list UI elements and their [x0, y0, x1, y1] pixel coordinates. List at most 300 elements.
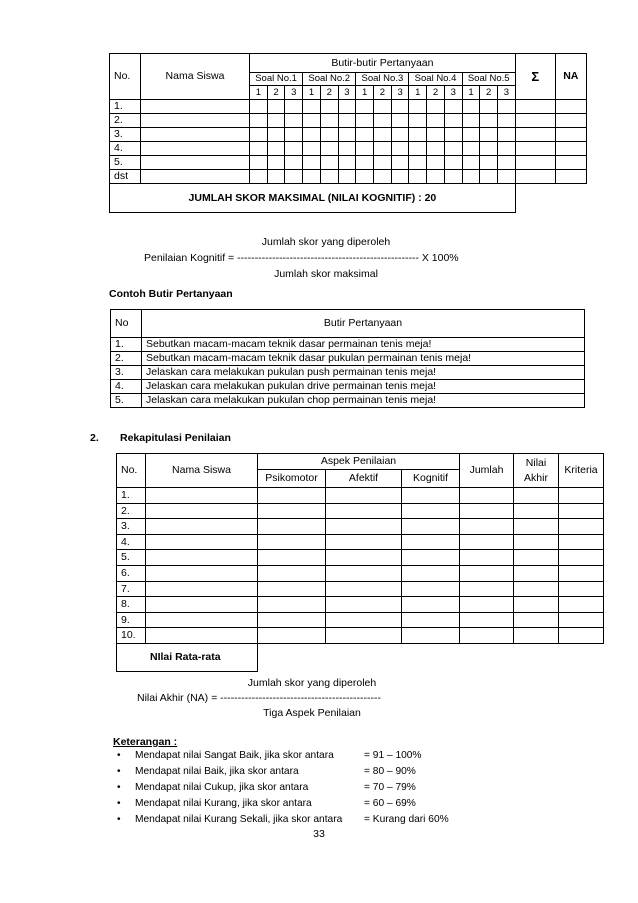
table1-row: [110, 100, 587, 114]
table1-cell: [267, 156, 285, 170]
table1-cell: [356, 142, 374, 156]
table1-cell: [427, 128, 445, 142]
contoh-row-no: 1.: [111, 338, 142, 352]
table1-cell: [444, 114, 462, 128]
table1-cell: [250, 142, 268, 156]
table1-cell: [356, 100, 374, 114]
table1-cell: [356, 128, 374, 142]
table1-cell: [267, 142, 285, 156]
rekap-cell: [460, 488, 514, 504]
table1-cell: [462, 142, 480, 156]
rekap-header-kriteria: Kriteria: [559, 454, 604, 488]
table1-cell: [515, 128, 555, 142]
keterangan-item: [117, 750, 457, 766]
rekap-header-nama: Nama Siswa: [146, 454, 258, 488]
rekap-cell: [559, 488, 604, 504]
contoh-row-no: 5.: [111, 394, 142, 408]
table1-cell: [480, 100, 498, 114]
sub-1: 1: [409, 86, 427, 100]
rekap-row: [117, 581, 604, 597]
formula2-line: Nilai Akhir (NA) = ----------------------------------------------: [137, 692, 381, 704]
table1-row-no: 3.: [110, 128, 141, 142]
table1-cell: [555, 100, 586, 114]
rekap-cell: [402, 488, 460, 504]
table1-row: [110, 142, 587, 156]
table1-cell: [444, 170, 462, 184]
keterangan-item: [117, 766, 457, 782]
table1-cell: [303, 142, 321, 156]
rekap-cell: [460, 628, 514, 644]
table1-cell: [427, 114, 445, 128]
rekap-cell: [402, 550, 460, 566]
table1-cell: [462, 156, 480, 170]
rekap-cell: [146, 628, 258, 644]
table1-cell: [480, 128, 498, 142]
rekap-cell: [460, 550, 514, 566]
table1-cell: [555, 142, 586, 156]
table1-cell: [391, 100, 409, 114]
rekap-cell: [326, 612, 402, 628]
table1-cell: [555, 156, 586, 170]
table1-cell: [356, 170, 374, 184]
contoh-row-text: Sebutkan macam-macam teknik dasar permainan tenis meja!: [142, 338, 585, 352]
rekap-cell: [258, 534, 326, 550]
table1-row: [110, 156, 587, 170]
rekap-header-no: No.: [117, 454, 146, 488]
rekap-cell: [402, 519, 460, 535]
rekap-cell: [326, 565, 402, 581]
table1-row: [110, 114, 587, 128]
keterangan-item: [117, 782, 457, 798]
table1-cell: [338, 100, 356, 114]
table1-row: [110, 170, 587, 184]
rekap-row-no: 4.: [117, 534, 146, 550]
rekap-cell: [460, 519, 514, 535]
table1-cell: [320, 142, 338, 156]
table1-cell: [391, 128, 409, 142]
rekap-cell: [258, 488, 326, 504]
table1-cell: [498, 100, 516, 114]
table1-cell: [480, 114, 498, 128]
rekap-row: [117, 519, 604, 535]
rekap-cell: [514, 597, 559, 613]
rekap-cell: [460, 597, 514, 613]
table1-cell: [515, 170, 555, 184]
keterangan-item-text: Mendapat nilai Baik, jika skor antara: [135, 766, 299, 777]
table1-cell: [409, 100, 427, 114]
table1-footer-jumlah-skor: JUMLAH SKOR MAKSIMAL (NILAI KOGNITIF) : 20: [110, 184, 516, 213]
table1-cell: [338, 156, 356, 170]
contoh-row: [111, 380, 585, 394]
rekap-cell: [514, 550, 559, 566]
bullet-icon: •: [117, 814, 121, 825]
rekap-row-no: 5.: [117, 550, 146, 566]
table1-cell: [141, 142, 250, 156]
table1-row-no: 2.: [110, 114, 141, 128]
bullet-icon: •: [117, 766, 121, 777]
table1-cell: [427, 170, 445, 184]
table1-cell: [427, 156, 445, 170]
table1-row: [110, 128, 587, 142]
table1-cell: [267, 100, 285, 114]
rekap-cell: [514, 488, 559, 504]
rekap-cell: [258, 519, 326, 535]
rekap-cell: [326, 503, 402, 519]
bullet-icon: •: [117, 750, 121, 761]
sub-3: 3: [285, 86, 303, 100]
rekap-cell: [146, 565, 258, 581]
rekap-cell: [146, 581, 258, 597]
table1-cell: [141, 128, 250, 142]
rekap-cell: [559, 534, 604, 550]
table1-cell: [356, 114, 374, 128]
bullet-icon: •: [117, 798, 121, 809]
rekap-cell: [460, 612, 514, 628]
rekap-cell: [559, 612, 604, 628]
table1-cell: [391, 142, 409, 156]
rekap-header-nilai-akhir: [514, 454, 559, 488]
keterangan-item-range: = 80 – 90%: [364, 766, 416, 777]
rekap-cell: [559, 581, 604, 597]
rekap-cell: [146, 519, 258, 535]
table1-cell: [250, 100, 268, 114]
contoh-row-text: Jelaskan cara melakukan pukulan chop permainan tenis meja!: [142, 394, 585, 408]
table1-cell: [498, 170, 516, 184]
contoh-row-text: Jelaskan cara melakukan pukulan drive permainan tenis meja!: [142, 380, 585, 394]
rekap-header-jumlah: Jumlah: [460, 454, 514, 488]
table1-cell: [338, 170, 356, 184]
table1-cell: [409, 114, 427, 128]
table1-cell: [250, 170, 268, 184]
contoh-header-butir: Butir Pertanyaan: [142, 310, 585, 338]
table1-cell: [391, 114, 409, 128]
table1-cell: [555, 128, 586, 142]
rekap-row-no: 6.: [117, 565, 146, 581]
table1-cell: [391, 170, 409, 184]
rekap-row: [117, 597, 604, 613]
keterangan-item-range: = 91 – 100%: [364, 750, 422, 761]
table1-cell: [338, 128, 356, 142]
keterangan-title: Keterangan :: [113, 736, 178, 748]
rekap-cell: [559, 565, 604, 581]
rekap-cell: [146, 534, 258, 550]
table1-cell: [250, 114, 268, 128]
contoh-row-no: 2.: [111, 352, 142, 366]
table1-cell: [374, 114, 392, 128]
table1-row-no: 5.: [110, 156, 141, 170]
table1-cell: [285, 170, 303, 184]
rekap-cell: [258, 581, 326, 597]
rekap-cell: [402, 628, 460, 644]
rekap-cell: [460, 565, 514, 581]
table1-cell: [444, 128, 462, 142]
rekap-cell: [514, 565, 559, 581]
rekap-cell: [514, 519, 559, 535]
rekap-footer-rata-rata: NIlai Rata-rata: [117, 643, 258, 671]
keterangan-item-text: Mendapat nilai Sangat Baik, jika skor antara: [135, 750, 334, 761]
table1-cell: [480, 156, 498, 170]
rekap-cell: [326, 628, 402, 644]
table1-cell: [515, 142, 555, 156]
table1-cell: [374, 156, 392, 170]
table1-cell: [320, 128, 338, 142]
rekap-header-kognitif: Kognitif: [402, 470, 460, 488]
header-no: No.: [110, 54, 141, 100]
rekap-cell: [559, 519, 604, 535]
sub-3: 3: [338, 86, 356, 100]
rekap-cell: [258, 565, 326, 581]
table1-cell: [427, 100, 445, 114]
sub-1: 1: [250, 86, 268, 100]
rekap-row: [117, 488, 604, 504]
rekap-cell: [326, 534, 402, 550]
contoh-row-text: Jelaskan cara melakukan pukulan push permainan tenis meja!: [142, 366, 585, 380]
formula2-numerator: Jumlah skor yang diperoleh: [247, 677, 377, 689]
sub-2: 2: [267, 86, 285, 100]
sub-1: 1: [303, 86, 321, 100]
rekap-cell: [514, 628, 559, 644]
contoh-header-no: No: [111, 310, 142, 338]
rekap-row: [117, 534, 604, 550]
table1-cell: [444, 100, 462, 114]
formula1-line: Penilaian Kognitif = ---------------------------------------------------- X 100%: [144, 252, 459, 264]
keterangan-item: [117, 814, 457, 830]
table1-cell: [303, 128, 321, 142]
table1-cell: [498, 142, 516, 156]
header-nama-siswa: Nama Siswa: [141, 54, 250, 100]
table1-cell: [462, 114, 480, 128]
contoh-row-no: 4.: [111, 380, 142, 394]
table1-cell: [444, 142, 462, 156]
rekap-cell: [514, 534, 559, 550]
table1-cell: [462, 100, 480, 114]
rekap-row-no: 1.: [117, 488, 146, 504]
bullet-icon: •: [117, 782, 121, 793]
rekap-row-no: 8.: [117, 597, 146, 613]
page-number: 33: [313, 828, 325, 840]
formula1-denominator: Jumlah skor maksimal: [274, 268, 378, 280]
rekap-cell: [460, 534, 514, 550]
sub-2: 2: [320, 86, 338, 100]
rekap-cell: [514, 503, 559, 519]
table1-cell: [374, 170, 392, 184]
table1-cell: [141, 100, 250, 114]
rekap-cell: [258, 628, 326, 644]
rekap-row-no: 2.: [117, 503, 146, 519]
table1-cell: [303, 100, 321, 114]
table1-cell: [391, 156, 409, 170]
rekap-header-nilai-akhir-line1: Nilai: [525, 457, 547, 469]
table1-cell: [498, 156, 516, 170]
rekap-cell: [514, 581, 559, 597]
rekap-cell: [258, 550, 326, 566]
rekap-row-no: 3.: [117, 519, 146, 535]
table1-row-no: 4.: [110, 142, 141, 156]
table1-cell: [320, 114, 338, 128]
contoh-row: [111, 366, 585, 380]
table1-cell: [515, 100, 555, 114]
rekap-header-aspek: Aspek Penilaian: [258, 454, 460, 470]
header-na: NA: [555, 54, 586, 100]
rekap-cell: [402, 612, 460, 628]
table1-cell: [374, 142, 392, 156]
table1-cell: [555, 170, 586, 184]
table1-cell: [303, 156, 321, 170]
rekap-cell: [146, 612, 258, 628]
table1-cell: [444, 156, 462, 170]
contoh-title: Contoh Butir Pertanyaan: [109, 288, 233, 300]
sub-2: 2: [480, 86, 498, 100]
table1-cell: [267, 128, 285, 142]
table1-cell: [267, 170, 285, 184]
table1-cell: [498, 128, 516, 142]
rekap-cell: [258, 503, 326, 519]
rekap-cell: [326, 597, 402, 613]
contoh-row: [111, 394, 585, 408]
table1-cell: [285, 114, 303, 128]
contoh-row: [111, 338, 585, 352]
keterangan-item-text: Mendapat nilai Kurang Sekali, jika skor antara: [135, 814, 343, 825]
rekap-row-no: 9.: [117, 612, 146, 628]
rekap-row: [117, 628, 604, 644]
rekap-row-no: 7.: [117, 581, 146, 597]
sub-2: 2: [427, 86, 445, 100]
contoh-butir-table: [110, 309, 585, 408]
keterangan-item-range: = 70 – 79%: [364, 782, 416, 793]
table1-cell: [320, 100, 338, 114]
sub-3: 3: [391, 86, 409, 100]
table1-cell: [285, 100, 303, 114]
rekap-cell: [402, 534, 460, 550]
header-sigma: Σ: [515, 54, 555, 100]
table1-cell: [427, 142, 445, 156]
header-soal-3: Soal No.3: [356, 73, 409, 86]
rekap-row: [117, 612, 604, 628]
header-soal-1: Soal No.1: [250, 73, 303, 86]
table1-cell: [409, 156, 427, 170]
table1-row-no: 1.: [110, 100, 141, 114]
table1-cell: [303, 170, 321, 184]
rekap-cell: [402, 581, 460, 597]
table1-cell: [285, 142, 303, 156]
rekap-cell: [146, 550, 258, 566]
sub-1: 1: [356, 86, 374, 100]
rekap-cell: [326, 519, 402, 535]
table1-cell: [250, 128, 268, 142]
table1-cell: [320, 156, 338, 170]
table1-cell: [374, 100, 392, 114]
rekap-cell: [258, 597, 326, 613]
section-number: 2.: [90, 432, 99, 444]
contoh-row-no: 3.: [111, 366, 142, 380]
rekap-cell: [326, 488, 402, 504]
keterangan-list: [117, 750, 457, 830]
rekap-header-psikomotor: Psikomotor: [258, 470, 326, 488]
table1-cell: [141, 170, 250, 184]
rekap-cell: [402, 503, 460, 519]
rekap-row-no: 10.: [117, 628, 146, 644]
sub-2: 2: [374, 86, 392, 100]
table1-cell: [515, 114, 555, 128]
rekap-cell: [326, 550, 402, 566]
rekap-row: [117, 550, 604, 566]
table1-cell: [498, 114, 516, 128]
rekap-cell: [146, 488, 258, 504]
table1-cell: [338, 114, 356, 128]
table1-cell: [250, 156, 268, 170]
formula2-denominator: Tiga Aspek Penilaian: [263, 707, 361, 719]
table1-cell: [462, 170, 480, 184]
table1-cell: [285, 156, 303, 170]
contoh-row: [111, 352, 585, 366]
rekap-header-nilai-akhir-line2: Akhir: [524, 471, 548, 484]
table1-cell: [462, 128, 480, 142]
header-soal-4: Soal No.4: [409, 73, 462, 86]
rekap-cell: [146, 597, 258, 613]
keterangan-item-text: Mendapat nilai Cukup, jika skor antara: [135, 782, 309, 793]
sub-3: 3: [444, 86, 462, 100]
header-soal-5: Soal No.5: [462, 73, 515, 86]
table1-cell: [141, 156, 250, 170]
rekap-row: [117, 565, 604, 581]
rekapitulasi-table: [116, 453, 604, 672]
table1-cell: [303, 114, 321, 128]
rekap-row: [117, 503, 604, 519]
rekap-cell: [402, 597, 460, 613]
rekap-cell: [258, 612, 326, 628]
table1-cell: [480, 142, 498, 156]
table1-cell: [515, 156, 555, 170]
keterangan-item-range: = Kurang dari 60%: [364, 814, 449, 825]
rekap-cell: [559, 550, 604, 566]
assessment-table-kognitif: [109, 53, 587, 213]
rekap-cell: [146, 503, 258, 519]
table1-cell: [338, 142, 356, 156]
keterangan-item-range: = 60 – 69%: [364, 798, 416, 809]
rekap-cell: [559, 503, 604, 519]
keterangan-item-text: Mendapat nilai Kurang, jika skor antara: [135, 798, 312, 809]
sub-3: 3: [498, 86, 516, 100]
table1-cell: [374, 128, 392, 142]
rekap-cell: [460, 581, 514, 597]
table1-cell: [141, 114, 250, 128]
table1-cell: [480, 170, 498, 184]
rekap-cell: [514, 612, 559, 628]
keterangan-item: [117, 798, 457, 814]
table1-cell: [555, 114, 586, 128]
section-title: Rekapitulasi Penilaian: [120, 432, 231, 444]
rekap-cell: [326, 581, 402, 597]
table1-row-no: dst: [110, 170, 141, 184]
contoh-row-text: Sebutkan macam-macam teknik dasar pukulan permainan tenis meja!: [142, 352, 585, 366]
table1-cell: [285, 128, 303, 142]
rekap-cell: [559, 597, 604, 613]
table1-cell: [267, 114, 285, 128]
sub-1: 1: [462, 86, 480, 100]
table1-cell: [409, 128, 427, 142]
header-butir-pertanyaan: Butir-butir Pertanyaan: [250, 54, 516, 73]
rekap-header-afektif: Afektif: [326, 470, 402, 488]
table1-cell: [409, 170, 427, 184]
formula1-numerator: Jumlah skor yang diperoleh: [261, 236, 391, 248]
table1-cell: [409, 142, 427, 156]
table1-cell: [320, 170, 338, 184]
rekap-cell: [402, 565, 460, 581]
table1-cell: [356, 156, 374, 170]
rekap-cell: [559, 628, 604, 644]
header-soal-2: Soal No.2: [303, 73, 356, 86]
rekap-cell: [460, 503, 514, 519]
